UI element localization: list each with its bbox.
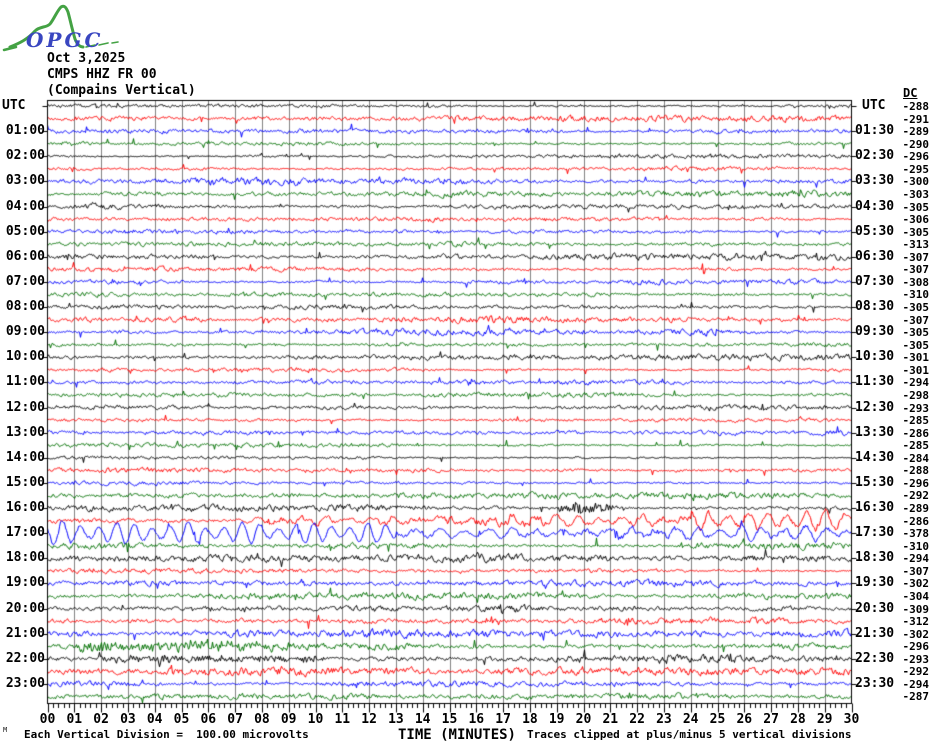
utc-header-right: UTC: [862, 98, 886, 113]
dc-value: -310: [902, 539, 929, 553]
hour-label-right: 13:30: [855, 424, 895, 440]
x-tick-label: 17: [495, 712, 511, 727]
dc-value: -301: [902, 351, 929, 365]
dc-value: -306: [902, 213, 929, 227]
dc-value: -307: [902, 250, 929, 264]
hour-label-left: 12:00: [5, 399, 45, 415]
dc-value: -296: [902, 150, 929, 164]
dc-value: -378: [902, 527, 929, 541]
hour-label-left: 05:00: [5, 223, 45, 239]
dc-value: -292: [902, 665, 929, 679]
hour-label-right: 15:30: [855, 474, 895, 490]
hour-label-left: 16:00: [5, 500, 45, 516]
dc-value: -289: [902, 125, 929, 139]
hour-label-left: 22:00: [5, 650, 45, 666]
dc-value: -294: [902, 677, 929, 691]
hour-label-left: 21:00: [5, 625, 45, 641]
hour-label-left: 02:00: [5, 148, 45, 164]
hour-label-right: 03:30: [855, 173, 895, 189]
dc-value: -286: [902, 514, 929, 528]
dc-value: -304: [902, 589, 929, 603]
x-tick-label: 30: [843, 712, 860, 727]
x-tick-label: 07: [227, 712, 243, 727]
hour-label-left: 13:00: [5, 424, 45, 440]
dc-value: -291: [902, 112, 929, 126]
x-tick-label: 22: [629, 712, 645, 727]
hour-label-left: 10:00: [5, 349, 45, 365]
hour-label-right: 10:30: [855, 349, 895, 365]
dc-value: -293: [902, 401, 929, 415]
hour-label-right: 20:30: [855, 600, 895, 616]
x-tick-label: 16: [468, 712, 485, 727]
x-tick-label: 06: [200, 712, 217, 727]
x-tick-label: 25: [709, 712, 726, 727]
x-tick-label: 01: [66, 712, 83, 727]
dc-value: -294: [902, 552, 929, 566]
hour-label-left: 18:00: [5, 550, 45, 566]
x-tick-label: 24: [682, 712, 699, 727]
hour-label-left: 19:00: [5, 575, 45, 591]
hour-label-right: 18:30: [855, 550, 895, 566]
hour-label-right: 07:30: [855, 273, 895, 289]
utc-header-left: UTC: [2, 98, 26, 113]
dc-value: -288: [902, 100, 929, 113]
hour-label-right: 02:30: [855, 148, 895, 164]
x-tick-label: 08: [254, 712, 270, 727]
dc-value: -305: [902, 225, 929, 239]
dc-value: -293: [902, 652, 929, 666]
plot-date: Oct 3,2025: [47, 51, 126, 66]
x-tick-label: 27: [763, 712, 779, 727]
hour-label-right: 06:30: [855, 248, 895, 264]
dc-value: -288: [902, 464, 929, 478]
hour-label-left: 15:00: [5, 474, 45, 490]
hour-label-left: 23:00: [5, 675, 45, 691]
vertical-division-note: Each Vertical Division = 100.00 microvolts: [24, 728, 309, 741]
dc-value: -292: [902, 489, 929, 503]
dc-value: -305: [902, 326, 929, 340]
hour-label-right: 09:30: [855, 324, 895, 340]
hour-label-left: 07:00: [5, 273, 45, 289]
dc-value: -302: [902, 627, 929, 641]
hour-label-right: 05:30: [855, 223, 895, 239]
dc-value: -305: [902, 338, 929, 352]
x-tick-label: 13: [388, 712, 404, 727]
dc-value: -307: [902, 313, 929, 327]
dc-value: -296: [902, 476, 929, 490]
x-tick-label: 03: [120, 712, 136, 727]
dc-value: -290: [902, 137, 929, 151]
corner-mark: M: [3, 726, 8, 734]
x-tick-label: 10: [307, 712, 324, 727]
hour-label-right: 23:30: [855, 675, 895, 691]
dc-value: -300: [902, 175, 929, 189]
dc-value: -296: [902, 640, 929, 654]
x-tick-label: 20: [575, 712, 592, 727]
hour-label-left: 01:00: [5, 123, 45, 139]
dc-value: -303: [902, 187, 929, 201]
x-tick-label: 21: [602, 712, 619, 727]
hour-label-right: 16:30: [855, 500, 895, 516]
station-code: CMPS HHZ FR 00: [47, 67, 157, 82]
dc-value: -301: [902, 363, 929, 377]
x-tick-label: 12: [361, 712, 377, 727]
hour-label-right: 17:30: [855, 525, 895, 541]
x-tick-label: 15: [441, 712, 458, 727]
x-tick-label: 05: [173, 712, 190, 727]
hour-label-right: 22:30: [855, 650, 895, 666]
dc-value: -286: [902, 426, 929, 440]
hour-label-right: 14:30: [855, 449, 895, 465]
channel-description: (Compains Vertical): [47, 83, 196, 98]
hour-label-left: 11:00: [5, 374, 45, 390]
dc-value: -305: [902, 301, 929, 314]
hour-label-left: 20:00: [5, 600, 45, 616]
x-axis-title: TIME (MINUTES): [397, 727, 516, 743]
dc-header: DC: [903, 86, 918, 100]
x-tick-label: 04: [146, 712, 163, 727]
x-tick-label: 28: [790, 712, 806, 727]
dc-value: -309: [902, 602, 929, 616]
x-tick-label: 11: [334, 712, 351, 727]
hour-label-left: 08:00: [5, 299, 45, 314]
hour-label-right: 11:30: [855, 374, 895, 390]
hour-label-right: 21:30: [855, 625, 895, 641]
x-tick-label: 26: [736, 712, 753, 727]
hour-label-right: 19:30: [855, 575, 895, 591]
clip-note: Traces clipped at plus/minus 5 vertical divisions: [527, 728, 852, 741]
dc-value: -312: [902, 615, 929, 629]
hour-label-right: 08:30: [855, 299, 895, 314]
hour-label-left: 14:00: [5, 449, 45, 465]
x-tick-label: 29: [816, 712, 833, 727]
hour-label-left: 03:00: [5, 173, 45, 189]
x-tick-label: 00: [39, 712, 56, 727]
hour-label-left: 17:00: [5, 525, 45, 541]
hour-label-right: 12:30: [855, 399, 895, 415]
hour-label-left: 09:00: [5, 324, 45, 340]
dc-value: -287: [902, 690, 929, 704]
x-tick-label: 18: [522, 712, 538, 727]
x-tick-label: 02: [93, 712, 109, 727]
logo-text: OPGC: [26, 28, 104, 52]
dc-value: -285: [902, 414, 929, 428]
x-tick-label: 19: [548, 712, 565, 727]
dc-value: -295: [902, 162, 929, 176]
hour-label-left: 06:00: [5, 248, 45, 264]
dc-value: -284: [902, 451, 929, 465]
dc-value: -305: [902, 200, 929, 214]
x-tick-label: 14: [414, 712, 431, 727]
hour-label-left: 04:00: [5, 198, 45, 214]
dc-value: -307: [902, 564, 929, 578]
dc-value: -285: [902, 439, 929, 453]
dc-value: -307: [902, 263, 929, 277]
x-tick-label: 09: [280, 712, 297, 727]
dc-value: -310: [902, 288, 929, 302]
hour-label-right: 01:30: [855, 123, 895, 139]
dc-value: -302: [902, 577, 929, 591]
dc-value: -294: [902, 376, 929, 390]
dc-value: -289: [902, 502, 929, 516]
hour-label-right: 04:30: [855, 198, 895, 214]
x-tick-label: 23: [656, 712, 672, 727]
dc-value: -298: [902, 388, 929, 402]
dc-value: -313: [902, 238, 929, 252]
dc-value: -308: [902, 275, 929, 289]
